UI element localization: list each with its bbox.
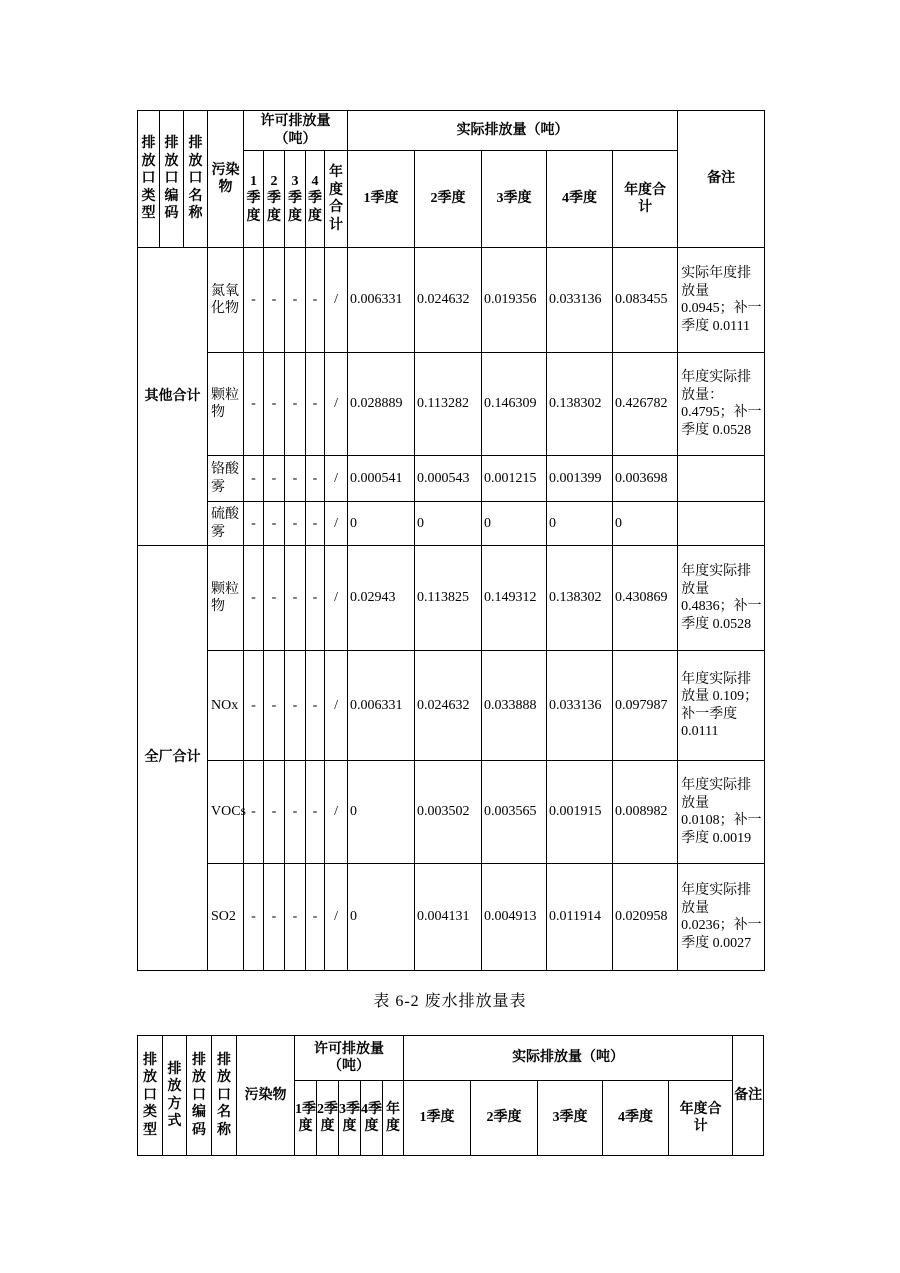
permitted-annual-value: / <box>325 761 348 864</box>
pollutant-cell: 颗粒物 <box>208 353 244 456</box>
table-row <box>138 248 765 353</box>
actual-annual-value: 0.426782 <box>613 353 678 456</box>
permitted-value: - <box>244 248 264 353</box>
actual-value: 0.006331 <box>348 651 415 761</box>
th-permitted-q4: 4季度 <box>361 1081 383 1156</box>
pollutant-cell: 铬酸雾 <box>208 456 244 502</box>
actual-value: 0.006331 <box>348 248 415 353</box>
actual-value: 0.033136 <box>547 651 613 761</box>
th-permitted-q4: 4季度 <box>306 151 325 248</box>
actual-value: 0.001399 <box>547 456 613 502</box>
permitted-annual-value: / <box>325 502 348 546</box>
emission-summary-table <box>137 110 765 971</box>
permitted-value: - <box>244 761 264 864</box>
permitted-value: - <box>285 456 306 502</box>
table-row <box>138 651 765 761</box>
actual-value: 0.149312 <box>482 546 547 651</box>
permitted-annual-value: / <box>325 864 348 971</box>
permitted-value: - <box>285 546 306 651</box>
th-outlet-code: 排放口编码 <box>187 1036 212 1156</box>
table-caption: 表 6-2 废水排放量表 <box>373 993 527 1010</box>
permitted-annual-value: / <box>325 546 348 651</box>
remark-cell <box>678 456 765 502</box>
actual-annual-value: 0 <box>613 502 678 546</box>
th-actual-q1: 1季度 <box>404 1081 471 1156</box>
actual-value: 0.146309 <box>482 353 547 456</box>
th-actual-q1: 1季度 <box>348 151 415 248</box>
permitted-value: - <box>285 864 306 971</box>
permitted-value: - <box>264 546 285 651</box>
table-row <box>138 546 765 651</box>
actual-annual-value: 0.430869 <box>613 546 678 651</box>
pollutant-cell: NOx <box>208 651 244 761</box>
permitted-value: - <box>264 353 285 456</box>
actual-value: 0.024632 <box>415 651 482 761</box>
permitted-value: - <box>306 456 325 502</box>
actual-value: 0.004131 <box>415 864 482 971</box>
table-row <box>138 864 765 971</box>
th-outlet-type: 排放口类型 <box>138 1036 163 1156</box>
actual-value: 0 <box>348 761 415 864</box>
actual-value: 0 <box>482 502 547 546</box>
actual-annual-value: 0.020958 <box>613 864 678 971</box>
permitted-value: - <box>306 353 325 456</box>
permitted-value: - <box>244 651 264 761</box>
permitted-value: - <box>264 651 285 761</box>
remark-cell: 年度实际排放量 0.109；补一季度 0.0111 <box>678 651 765 761</box>
actual-value: 0.113825 <box>415 546 482 651</box>
actual-value: 0.138302 <box>547 546 613 651</box>
th-pollutant: 污染物 <box>208 111 244 248</box>
permitted-value: - <box>244 864 264 971</box>
th-permitted-q3: 3季度 <box>285 151 306 248</box>
remark-cell: 年度实际排放量：0.4795；补一季度 0.0528 <box>678 353 765 456</box>
th-permitted-annual: 年度 <box>383 1081 404 1156</box>
actual-value: 0.000541 <box>348 456 415 502</box>
th-discharge-mode: 排放方式 <box>163 1036 187 1156</box>
th-remark: 备注 <box>733 1036 764 1156</box>
th-permitted-q2: 2季度 <box>317 1081 339 1156</box>
th-remark: 备注 <box>678 111 765 248</box>
permitted-value: - <box>285 502 306 546</box>
th-permitted-annual: 年度合计 <box>325 151 348 248</box>
actual-value: 0 <box>348 502 415 546</box>
remark-cell <box>678 502 765 546</box>
actual-value: 0.024632 <box>415 248 482 353</box>
th-actual-group: 实际排放量（吨） <box>348 111 678 151</box>
pollutant-cell: 颗粒物 <box>208 546 244 651</box>
actual-value: 0.003565 <box>482 761 547 864</box>
th-actual-q2: 2季度 <box>415 151 482 248</box>
th-outlet-type: 排放口类型 <box>138 111 160 248</box>
permitted-value: - <box>285 353 306 456</box>
permitted-value: - <box>244 456 264 502</box>
table-row <box>138 456 765 502</box>
actual-annual-value: 0.003698 <box>613 456 678 502</box>
th-outlet-code: 排放口编码 <box>160 111 184 248</box>
permitted-annual-value: / <box>325 651 348 761</box>
permitted-value: - <box>306 651 325 761</box>
permitted-value: - <box>306 761 325 864</box>
permitted-annual-value: / <box>325 248 348 353</box>
group-label: 全厂合计 <box>138 546 208 971</box>
th-permitted-q1: 1季度 <box>244 151 264 248</box>
permitted-value: - <box>244 502 264 546</box>
permitted-value: - <box>285 248 306 353</box>
permitted-value: - <box>264 248 285 353</box>
actual-value: 0.011914 <box>547 864 613 971</box>
permitted-value: - <box>264 456 285 502</box>
th-actual-annual: 年度合计 <box>613 151 678 248</box>
permitted-value: - <box>306 546 325 651</box>
th-actual-q2: 2季度 <box>471 1081 538 1156</box>
table-row <box>138 761 765 864</box>
th-permitted-q3: 3季度 <box>339 1081 361 1156</box>
th-outlet-name: 排放口名称 <box>212 1036 237 1156</box>
actual-value: 0.138302 <box>547 353 613 456</box>
permitted-value: - <box>285 651 306 761</box>
th-pollutant: 污染物 <box>237 1036 295 1156</box>
actual-annual-value: 0.008982 <box>613 761 678 864</box>
permitted-value: - <box>264 502 285 546</box>
pollutant-cell: 氮氧化物 <box>208 248 244 353</box>
actual-annual-value: 0.097987 <box>613 651 678 761</box>
th-actual-q4: 4季度 <box>603 1081 669 1156</box>
pollutant-cell: VOCs <box>208 761 244 864</box>
permitted-annual-value: / <box>325 353 348 456</box>
actual-value: 0.001215 <box>482 456 547 502</box>
th-actual-q4: 4季度 <box>547 151 613 248</box>
actual-value: 0.003502 <box>415 761 482 864</box>
permitted-annual-value: / <box>325 456 348 502</box>
permitted-value: - <box>285 761 306 864</box>
remark-cell: 年度实际排放量 0.0236；补一季度 0.0027 <box>678 864 765 971</box>
permitted-value: - <box>306 248 325 353</box>
permitted-value: - <box>264 864 285 971</box>
permitted-value: - <box>244 353 264 456</box>
actual-value: 0.033888 <box>482 651 547 761</box>
th-actual-group: 实际排放量（吨） <box>404 1036 733 1081</box>
remark-cell: 实际年度排放量 0.0945；补一季度 0.0111 <box>678 248 765 353</box>
actual-value: 0.028889 <box>348 353 415 456</box>
th-actual-annual: 年度合计 <box>669 1081 733 1156</box>
th-actual-q3: 3季度 <box>538 1081 603 1156</box>
remark-cell: 年度实际排放量 0.0108；补一季度 0.0019 <box>678 761 765 864</box>
table-row <box>138 353 765 456</box>
actual-value: 0 <box>348 864 415 971</box>
actual-value: 0.02943 <box>348 546 415 651</box>
wastewater-emission-table <box>137 1035 764 1156</box>
remark-cell: 年度实际排放量 0.4836；补一季度 0.0528 <box>678 546 765 651</box>
permitted-value: - <box>306 864 325 971</box>
actual-value: 0.033136 <box>547 248 613 353</box>
th-permitted-group: 许可排放量（吨） <box>295 1036 404 1081</box>
actual-value: 0 <box>415 502 482 546</box>
th-permitted-q1: 1季度 <box>295 1081 317 1156</box>
th-actual-q3: 3季度 <box>482 151 547 248</box>
group-label: 其他合计 <box>138 248 208 546</box>
actual-value: 0 <box>547 502 613 546</box>
table-row <box>138 502 765 546</box>
actual-value: 0.004913 <box>482 864 547 971</box>
th-outlet-name: 排放口名称 <box>184 111 208 248</box>
pollutant-cell: 硫酸雾 <box>208 502 244 546</box>
actual-value: 0.113282 <box>415 353 482 456</box>
pollutant-cell: SO2 <box>208 864 244 971</box>
actual-value: 0.000543 <box>415 456 482 502</box>
permitted-value: - <box>264 761 285 864</box>
actual-value: 0.001915 <box>547 761 613 864</box>
th-permitted-q2: 2季度 <box>264 151 285 248</box>
permitted-value: - <box>244 546 264 651</box>
th-permitted-group: 许可排放量（吨） <box>244 111 348 151</box>
actual-annual-value: 0.083455 <box>613 248 678 353</box>
permitted-value: - <box>306 502 325 546</box>
actual-value: 0.019356 <box>482 248 547 353</box>
